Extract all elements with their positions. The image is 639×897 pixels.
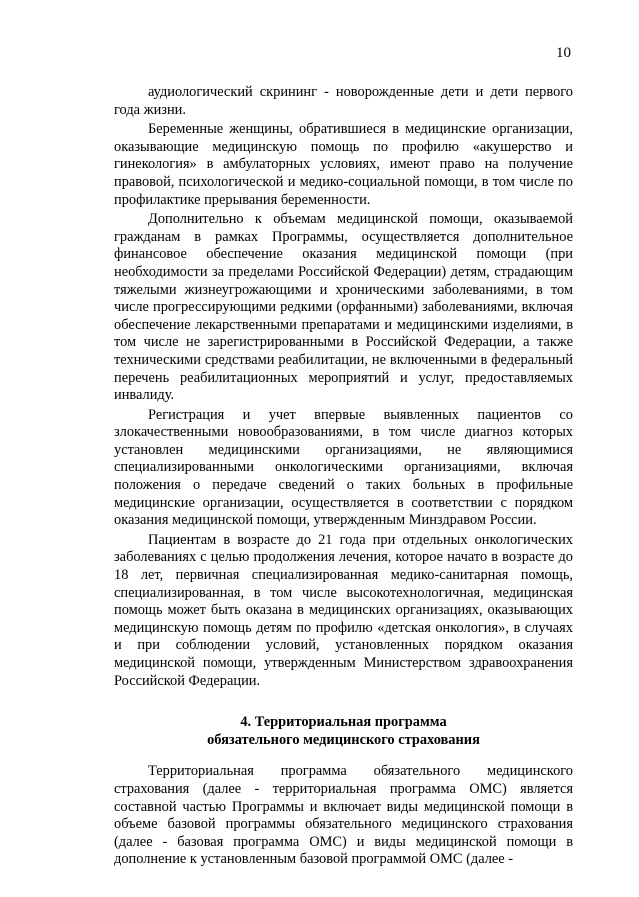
document-body [114, 84, 573, 869]
page-number: 10 [556, 45, 571, 61]
paragraph-screening: аудиологический скрининг - новорожденные дети и дети первого года жизни. [114, 84, 573, 118]
paragraph-pregnant-women: Беременные женщины, обратившиеся в медицинские организации, оказывающие медицинскую помощь по профилю «акушерство и гинекология» в амбулаторных условиях, имеют право на получение правовой, психологической и медико-социальной помощи, в том числе по профилактике прерывания беременности. [114, 121, 573, 208]
paragraph-oncology-patients: Пациентам в возрасте до 21 года при отдельных онкологических заболеваниях с целью продолжения лечения, которое начато в возрасте до 18 лет, первичная специализированная медико-санитарная помощь, специализированная, в том числе высокотехнологичная, медицинская помощь может быть оказана в медицинских организациях, оказывающих медицинскую помощь детям по профилю «детская онкология», в случаях и при соблюдении условий, установленных порядком оказания медицинской помощи, утвержденным Министерством здравоохранения Российской Федерации. [114, 531, 573, 689]
section-title-line1: 4. Территориальная программа [240, 714, 447, 731]
section-title-line2: обязательного медицинского страхования [207, 731, 480, 748]
section-heading [114, 714, 573, 749]
paragraph-territorial-program: Территориальная программа обязательного медицинского страхования (далее - территориальная программа ОМС) является составной частью Программы и включает виды медицинской помощи в объеме базовой программы обязательного медицинского страхования (далее - базовая программа ОМС) и виды медицинской помощи в дополнение к установленным базовой программой ОМС (далее - [114, 763, 573, 868]
paragraph-registration: Регистрация и учет впервые выявленных пациентов со злокачественными новообразованиями, в том числе диагноз которых установлен медицинскими организациями, не являющимися специализированными онкологическими организациями, включая положения о передаче сведений о таких больных в профильные медицинские организации, осуществляется в соответствии с порядком оказания медицинской помощи, утвержденным Минздравом России. [114, 406, 573, 529]
paragraph-additional-funding: Дополнительно к объемам медицинской помощи, оказываемой гражданам в рамках Программы, осуществляется дополнительное финансовое обеспечение оказания медицинской помощи (при необходимости за пределами Российской Федерации) детям, страдающим тяжелыми жизнеугрожающими и хроническими заболеваниями, в том числе прогрессирующими редкими (орфанными) заболеваниями, включая обеспечение лекарственными препаратами и медицинскими изделиями, в том числе не зарегистрированными в Российской Федерации, а также техническими средствами реабилитации, не включенными в федеральный перечень реабилитационных мероприятий и услуг, предоставляемых инвалиду. [114, 211, 573, 404]
